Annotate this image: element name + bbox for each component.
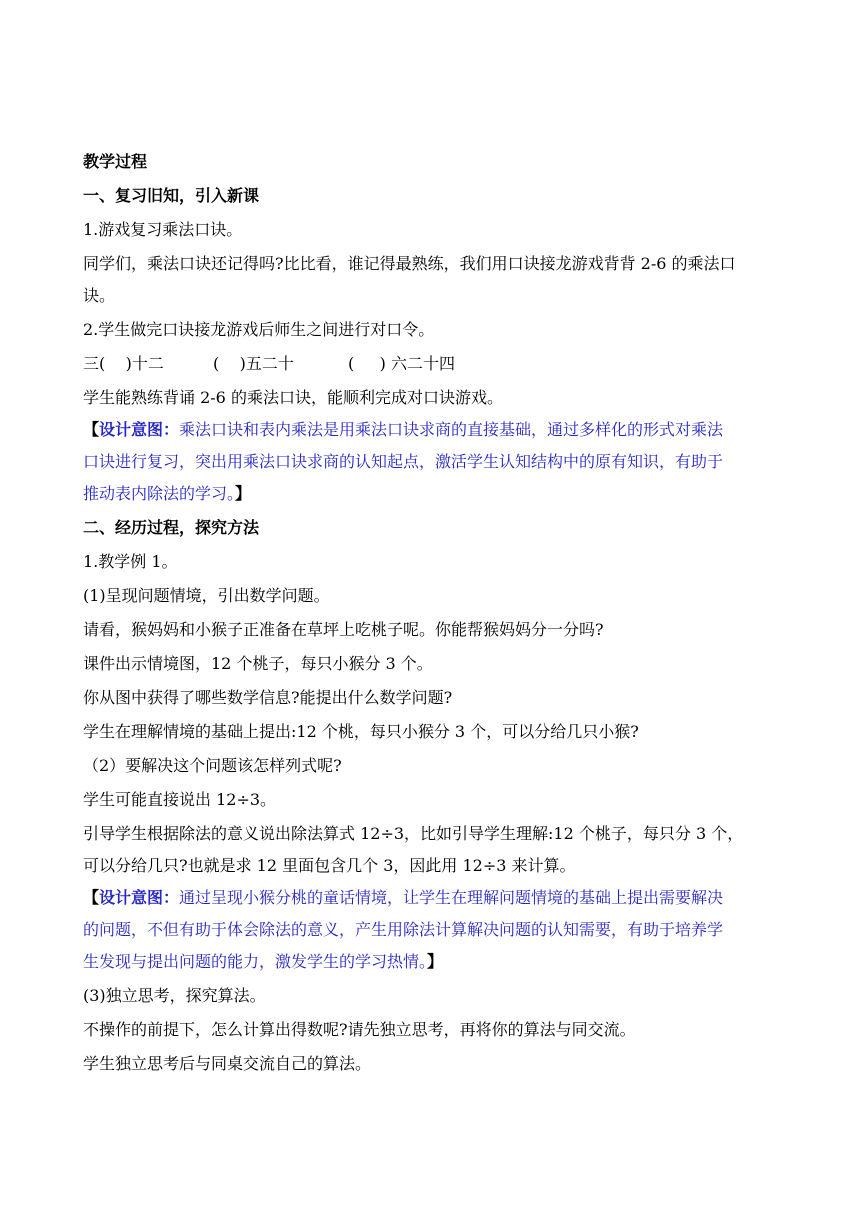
part2-sub2: （2）要解决这个问题该怎样列式呢? [83,756,342,775]
blank-exercise-1: 三( )十二 [83,354,164,373]
part2-sub1: (1)呈现问题情境，引出数学问题。 [83,586,330,605]
heading-part1: 一、复习旧知，引入新课 [83,186,260,205]
part2-p7: 不操作的前提下，怎么计算出得数呢?请先独立思考，再将你的算法与同交流。 [83,1020,636,1039]
part2-p6-line1: 引导学生根据除法的意义说出除法算式 12÷3，比如引导学生理解:12 个桃子，每只分 3 个， [83,824,744,843]
part1-para1-line1: 同学们，乘法口诀还记得吗?比比看，谁记得最熟练，我们用口诀接龙游戏背背 2-6 的乘法口 [83,254,736,273]
part2-p6-line2: 可以分给几只?也就是求 12 里面包含几个 3，因此用 12÷3 来计算。 [83,856,576,875]
design-open-bracket: 【 [83,888,100,907]
part2-sub3: (3)独立思考，探究算法。 [83,986,266,1005]
heading-part2: 二、经历过程，探究方法 [83,518,260,537]
part2-item1: 1.教学例 1。 [83,552,178,571]
part1-item2: 2.学生做完口诀接龙游戏后师生之间进行对口令。 [83,320,435,339]
design-close-bracket: 】 [427,952,444,971]
design-close-bracket: 】 [235,484,252,503]
document-page [83,148,783,1078]
part2-p5: 学生可能直接说出 12÷3。 [83,790,277,809]
part1-para2: 学生能熟练背诵 2-6 的乘法口诀，能顺利完成对口诀游戏。 [83,388,503,407]
design-intent-2 [83,884,783,976]
design-open-bracket: 【 [83,420,100,439]
design-intent-2-line3: 生发现与提出问题的能力，激发学生的学习热情。 [83,952,428,971]
blank-exercise-3: ( ) 六二十四 [348,354,456,373]
blank-exercise-row [83,350,783,378]
blank-exercise-2: ( )五二十 [213,354,294,373]
section-title: 教学过程 [83,152,148,171]
part2-p8: 学生独立思考后与同桌交流自己的算法。 [83,1054,372,1073]
design-intent-label: 设计意图： [99,888,180,907]
part2-p3: 你从图中获得了哪些数学信息?能提出什么数学问题? [83,688,453,707]
part1-item1: 1.游戏复习乘法口诀。 [83,220,243,239]
design-intent-1 [83,416,783,508]
design-intent-2-line1: 通过呈现小猴分桃的童话情境，让学生在理解问题情境的基础上提出需要解决 [179,888,724,907]
part1-para1-line2: 诀。 [83,286,116,305]
design-intent-2-line2: 的问题，不但有助于体会除法的意义，产生用除法计算解决问题的认知需要，有助于培养学 [83,920,724,939]
part2-p1: 请看，猴妈妈和小猴子正准备在草坪上吃桃子呢。你能帮猴妈妈分一分吗? [83,620,604,639]
design-intent-1-line3: 推动表内除法的学习。 [83,484,236,503]
design-intent-1-line2: 口诀进行复习，突出用乘法口诀求商的认知起点，激活学生认知结构中的原有知识，有助于 [83,452,724,471]
design-intent-1-line1: 乘法口诀和表内乘法是用乘法口诀求商的直接基础，通过多样化的形式对乘法 [179,420,724,439]
part2-p4: 学生在理解情境的基础上提出:12 个桃，每只小猴分 3 个，可以分给几只小猴? [83,722,639,741]
part2-p2: 课件出示情境图，12 个桃子，每只小猴分 3 个。 [83,654,433,673]
design-intent-label: 设计意图： [99,420,180,439]
